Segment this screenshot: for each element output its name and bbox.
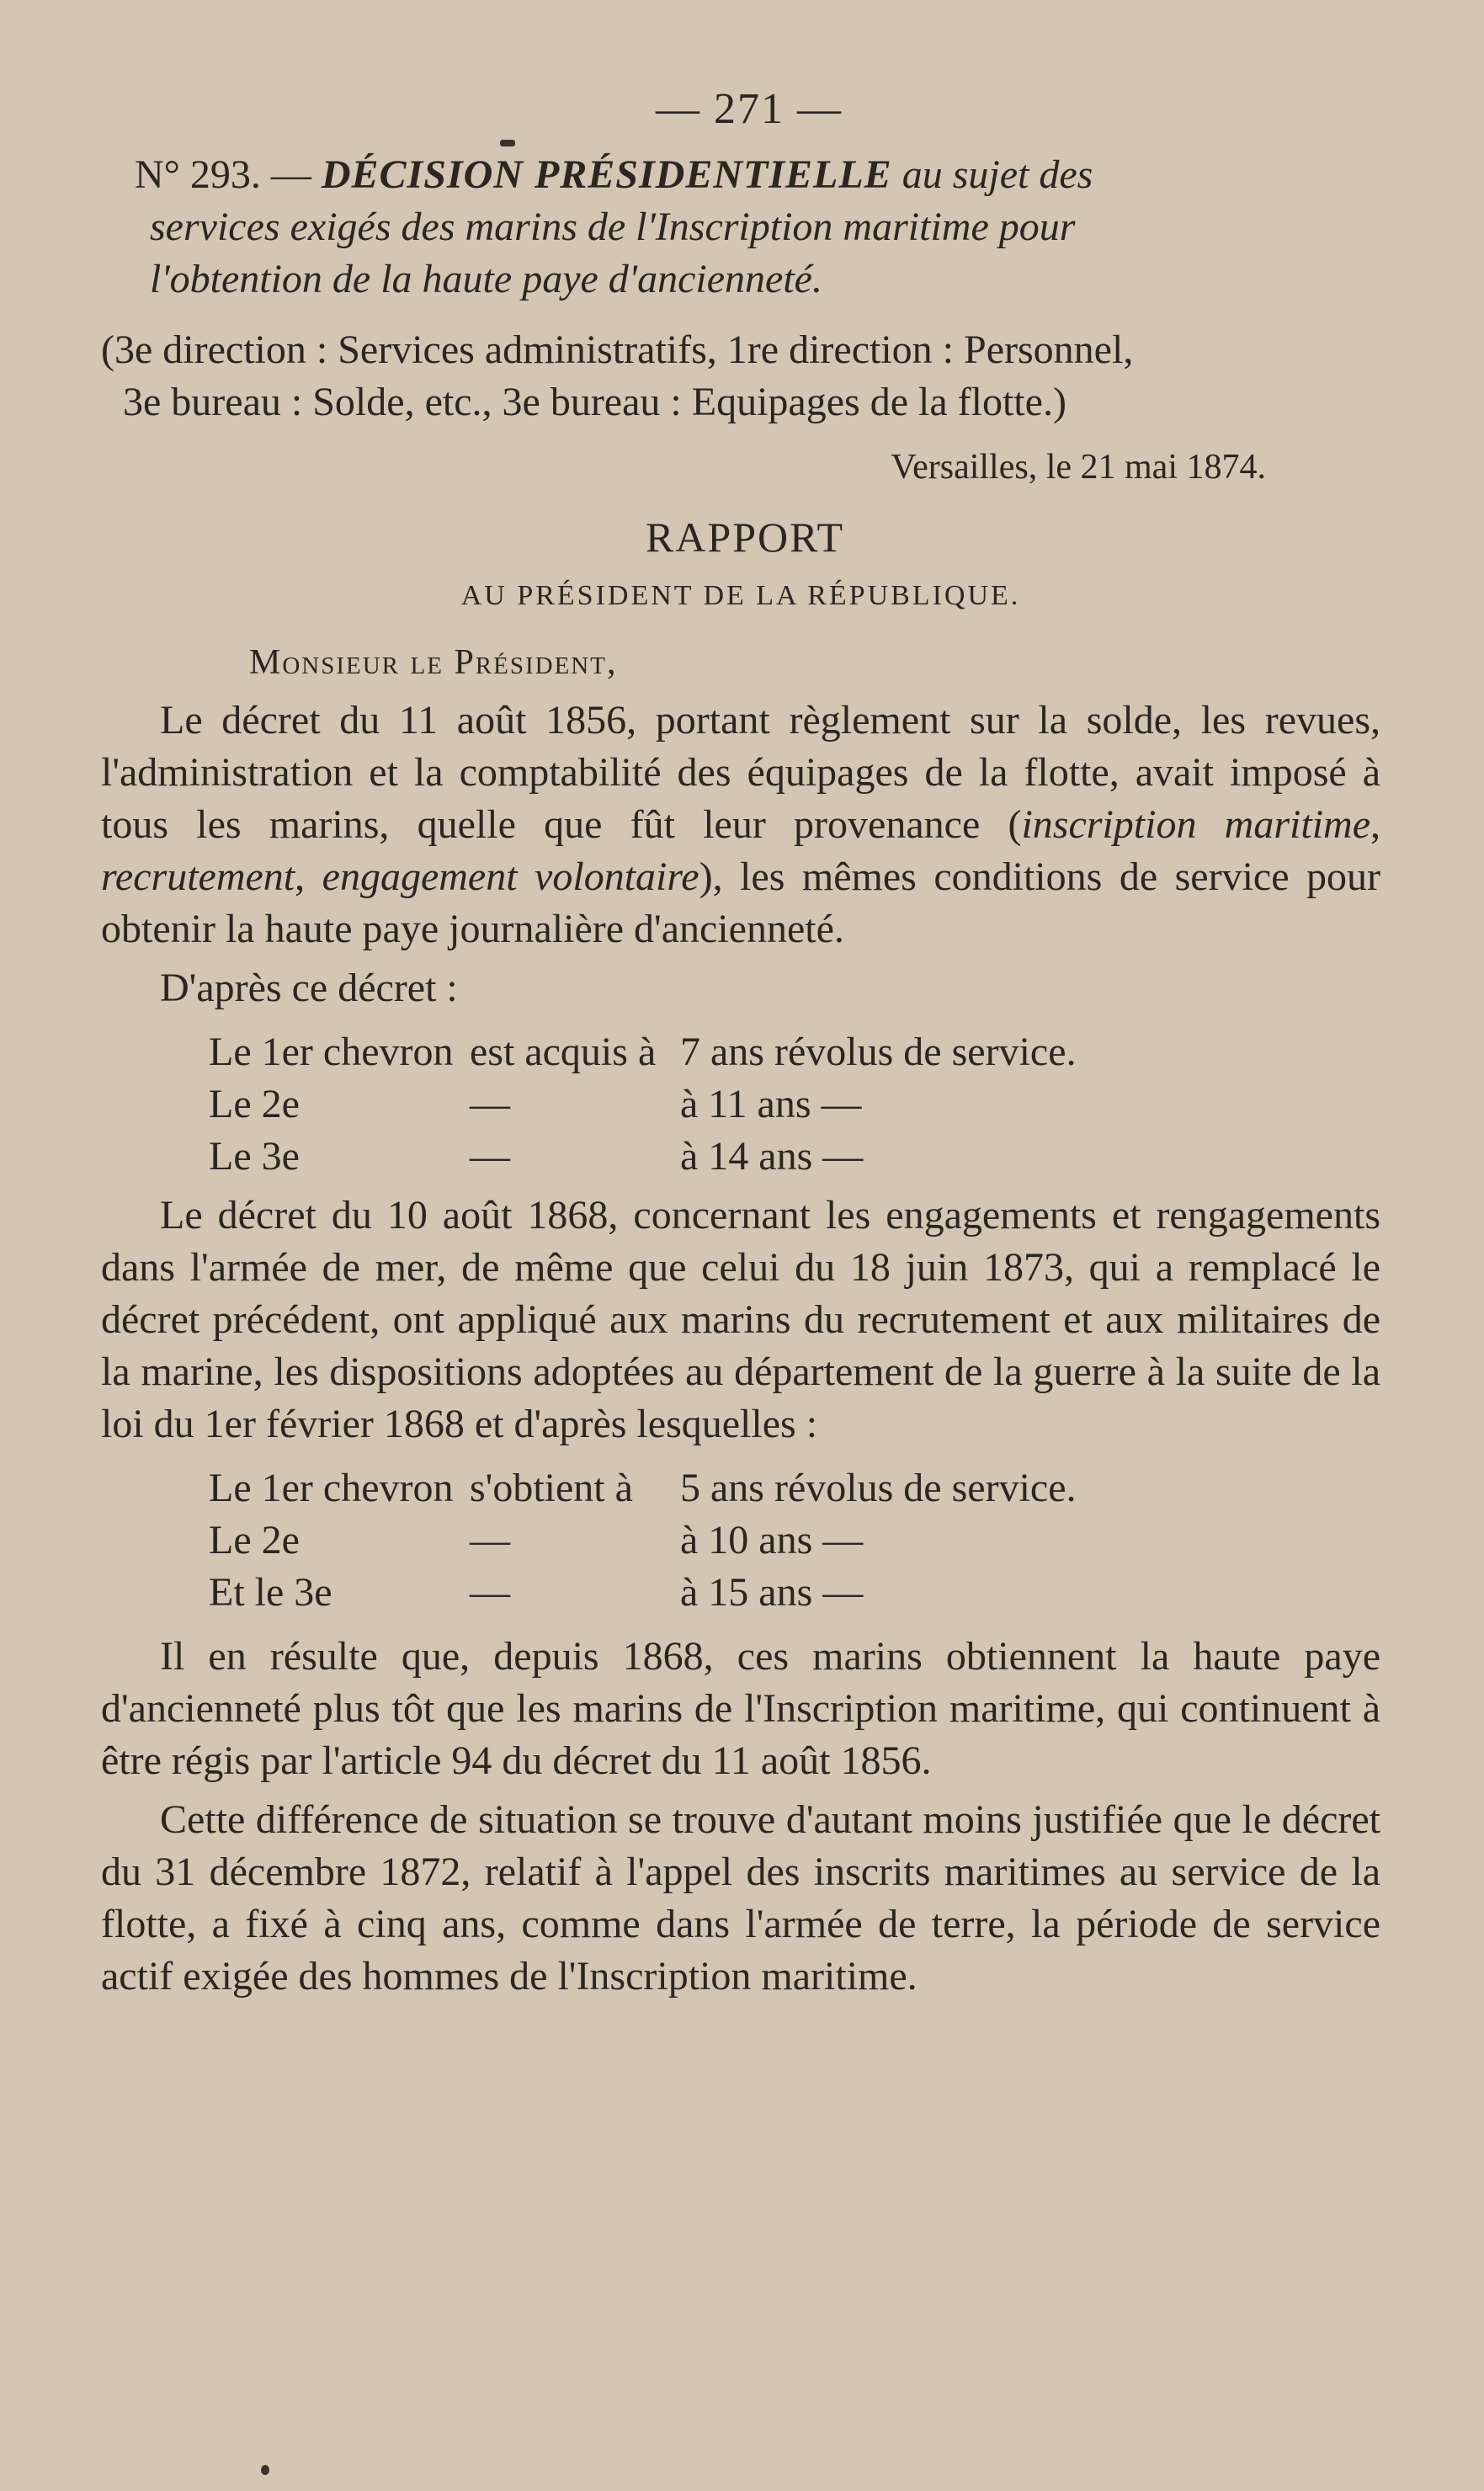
paragraph-1 bbox=[101, 695, 1380, 955]
paragraph-4-text: Cette différence de situation se trouve d'autant moins justifiée que le décret du 31 décembre 1872, relatif à l'appel des inscrits maritimes au service de la flotte, a fixé à cinq ans, comme dans l'armée de terre, la période de service actif exigée des hommes de l'Inscription maritime. bbox=[101, 1797, 1380, 1999]
decision-heading bbox=[101, 149, 1380, 306]
services-line1: (3e direction : Services administratifs, 1re direction : Personnel, bbox=[101, 327, 1134, 372]
schedule-verb: est acquis à bbox=[470, 1030, 657, 1074]
paragraph-2 bbox=[101, 1190, 1380, 1450]
schedule-1-row bbox=[101, 1078, 1380, 1131]
schedule-value: à 11 ans — bbox=[680, 1082, 862, 1126]
paragraph-1-text-b: ), les mêmes conditions de service pour obtenir la haute paye journalière d'ancienneté. bbox=[101, 854, 1381, 951]
paragraph-1-text-a: Le décret du 11 août 1856, portant règlement sur la solde, les revues, l'administration et la comptabilité des équipages de la flotte, avait imposé à tous les marins, quelle que fût leur provenance ( bbox=[101, 698, 1380, 847]
paragraph-1-sep-2: , bbox=[295, 854, 322, 899]
paragraph-1-italic-3: engagement volontaire bbox=[322, 854, 699, 899]
decision-title: DÉCISION PRÉSIDENTIELLE bbox=[321, 152, 892, 197]
page-number: — 271 — bbox=[656, 85, 843, 133]
schedule-label: Le 2e bbox=[209, 1518, 300, 1562]
paragraph-1-sep-1: , bbox=[1370, 802, 1380, 847]
addressee: AU PRÉSIDENT DE LA RÉPUBLIQUE. bbox=[460, 580, 1021, 611]
schedule-label: Le 1er chevron bbox=[209, 1030, 454, 1074]
paragraph-3 bbox=[101, 1631, 1380, 1787]
schedule-verb: — bbox=[470, 1134, 510, 1179]
rapport-heading: RAPPORT bbox=[645, 514, 845, 561]
schedule-label: Le 3e bbox=[209, 1134, 300, 1179]
schedule-verb: — bbox=[470, 1082, 510, 1126]
schedule-verb: s'obtient à bbox=[470, 1466, 633, 1510]
services-line2: 3e bureau : Solde, etc., 3e bureau : Equipages de la flotte.) bbox=[123, 380, 1066, 424]
salutation: Monsieur le Président, bbox=[249, 643, 618, 682]
schedule-2-row bbox=[101, 1567, 1380, 1619]
schedule-value: à 10 ans — bbox=[680, 1518, 864, 1562]
decision-title-line2: services exigés des marins de l'Inscription maritime pour bbox=[150, 205, 1076, 249]
paragraph-4 bbox=[101, 1794, 1380, 2003]
schedule-label: Le 2e bbox=[209, 1082, 300, 1126]
paragraph-1-italic-2: recrutement bbox=[101, 854, 295, 899]
ink-dot bbox=[261, 2465, 269, 2475]
schedule-verb: — bbox=[470, 1570, 510, 1615]
schedule-label: Le 1er chevron bbox=[209, 1466, 454, 1510]
dateline: Versailles, le 21 mai 1874. bbox=[891, 448, 1266, 487]
schedule-2-row bbox=[101, 1514, 1380, 1567]
decision-number: N° 293. — bbox=[135, 152, 322, 197]
schedule-verb: — bbox=[470, 1518, 510, 1562]
page-body bbox=[101, 84, 1380, 2003]
paragraph-2-text: Le décret du 10 août 1868, concernant les engagements et rengagements dans l'armée de mer, de même que celui du 18 juin 1873, qui a remplacé le décret précédent, ont appliqué aux marins du recrutement et aux militaires de la marine, les dispositions adoptées au département de la guerre à la suite de la loi du 1er février 1868 et d'après lesquelles : bbox=[101, 1193, 1380, 1446]
schedule-label: Et le 3e bbox=[209, 1570, 332, 1615]
paragraph-3-text: Il en résulte que, depuis 1868, ces marins obtiennent la haute paye d'ancienneté plus tôt que les marins de l'Inscription maritime, qui continuent à être régis par l'article 94 du décret du 11 août 1856. bbox=[101, 1634, 1380, 1783]
decision-title-line3: l'obtention de la haute paye d'ancienneté. bbox=[150, 257, 822, 301]
services-line bbox=[101, 324, 1380, 428]
schedule-2-row bbox=[101, 1462, 1380, 1514]
d-apres-line: D'après ce décret : bbox=[160, 966, 458, 1010]
schedule-1 bbox=[101, 1026, 1380, 1183]
schedule-1-row bbox=[101, 1026, 1380, 1078]
schedule-value: 7 ans révolus de service. bbox=[680, 1030, 1077, 1074]
schedule-value: 5 ans révolus de service. bbox=[680, 1466, 1077, 1510]
schedule-value: à 15 ans — bbox=[680, 1570, 864, 1615]
decision-title-rest: au sujet des bbox=[891, 152, 1093, 197]
paragraph-1-italic-1: inscription maritime bbox=[1021, 802, 1370, 847]
schedule-value: à 14 ans — bbox=[680, 1134, 864, 1179]
schedule-2 bbox=[101, 1462, 1380, 1619]
schedule-1-row bbox=[101, 1131, 1380, 1183]
